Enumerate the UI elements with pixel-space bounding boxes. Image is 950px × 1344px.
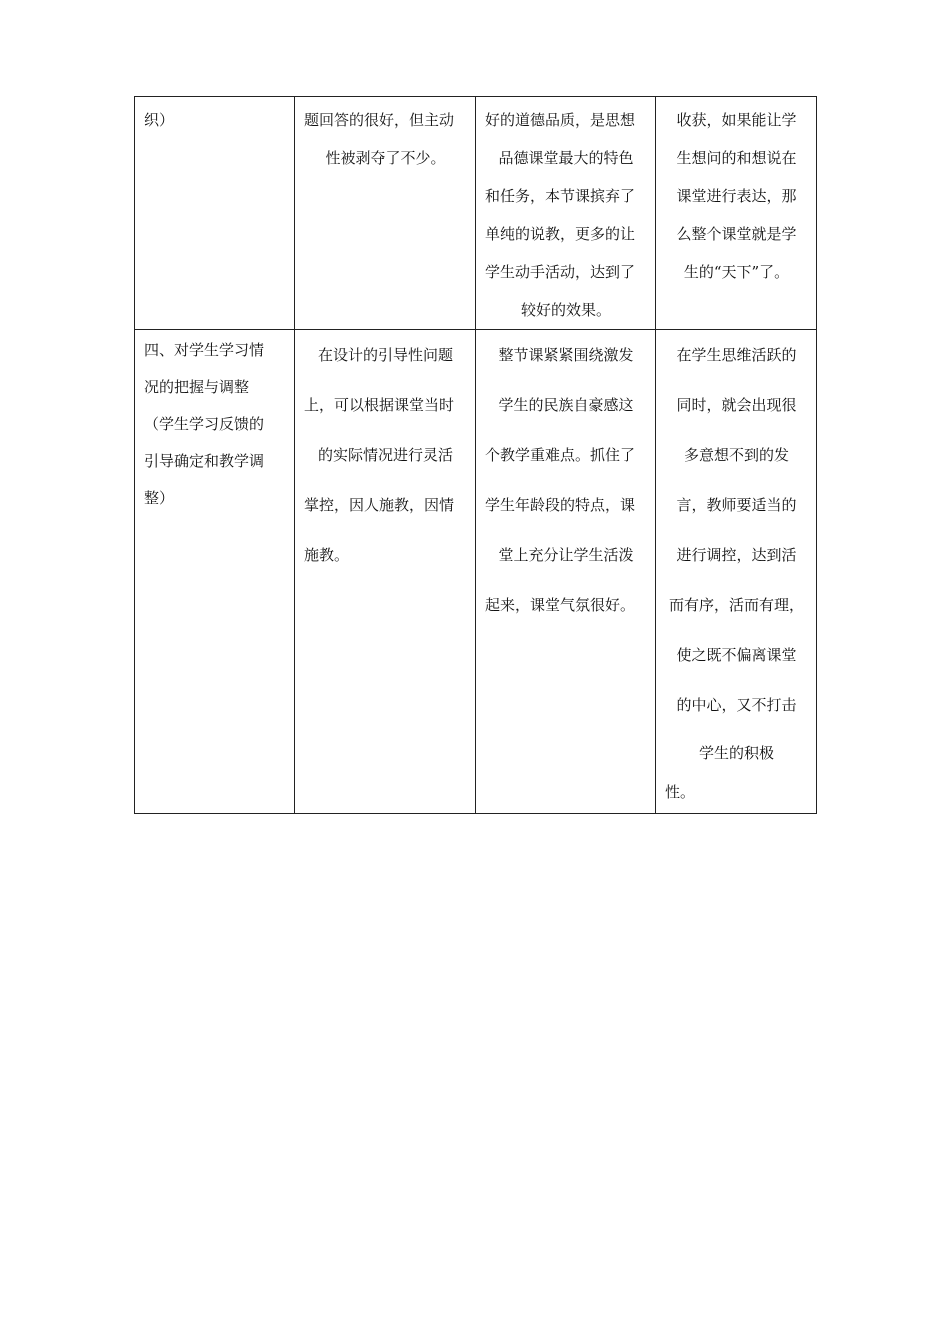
- cell-line: 和任务，本节课摈弃了: [485, 187, 636, 205]
- table-row: [135, 97, 817, 330]
- cell-line: 使之既不偏离课堂: [676, 646, 797, 664]
- cell-line: 学生动手活动，达到了: [485, 263, 636, 281]
- cell-line: 况的把握与调整: [144, 378, 250, 396]
- cell-line: （学生学习反馈的: [144, 415, 265, 433]
- cell-line: 而有序，活而有理，: [668, 596, 804, 614]
- cell-line: 在学生思维活跃的: [676, 346, 797, 364]
- cell-line: 的中心，又不打击: [676, 696, 797, 714]
- table-cell: [656, 97, 817, 330]
- cell-line: 生想问的和想说在: [676, 149, 797, 167]
- cell-line: 堂上充分让学生活泼: [498, 546, 634, 564]
- cell-line: 掌控，因人施教，因情: [304, 496, 455, 514]
- evaluation-table: [134, 96, 817, 814]
- cell-line: 单纯的说教，更多的让: [485, 225, 636, 243]
- cell-line: 个教学重难点。抓住了: [485, 446, 636, 464]
- table-cell: [135, 97, 295, 330]
- table-cell: [656, 330, 817, 814]
- cell-line: 言，教师要适当的: [676, 496, 797, 514]
- cell-line: 收获，如果能让学: [676, 111, 797, 129]
- cell-line: 好的道德品质，是思想: [485, 111, 636, 129]
- cell-line: 的实际情况进行灵活: [317, 446, 453, 464]
- cell-line: 在设计的引导性问题: [317, 346, 453, 364]
- cell-line: 进行调控，达到活: [676, 546, 797, 564]
- cell-line: 生的“天下”了。: [683, 263, 790, 281]
- cell-line: 课堂进行表达，那: [676, 187, 797, 205]
- cell-line: 同时，就会出现很: [676, 396, 797, 414]
- table-cell: [135, 330, 295, 814]
- cell-line: 多意想不到的发: [683, 446, 789, 464]
- cell-line: 整）: [144, 489, 175, 507]
- table-cell: [295, 97, 476, 330]
- cell-line: 品德课堂最大的特色: [498, 149, 634, 167]
- cell-line: 织）: [144, 111, 175, 129]
- cell-line: 性。: [665, 783, 696, 801]
- cell-line: 题回答的很好，但主动: [304, 111, 455, 129]
- cell-line: 性被剥夺了不少。: [325, 149, 446, 167]
- cell-line: 学生年龄段的特点，课: [485, 496, 636, 514]
- cell-line: 四、对学生学习情: [144, 341, 265, 359]
- cell-line: 起来，课堂气氛很好。: [485, 596, 636, 614]
- cell-line: 引导确定和教学调: [144, 452, 265, 470]
- cell-line: 上，可以根据课堂当时: [304, 396, 455, 414]
- table-row: [135, 330, 817, 814]
- table-cell: [476, 97, 656, 330]
- table-cell: [476, 330, 656, 814]
- cell-line: 较好的效果。: [520, 301, 611, 319]
- cell-line: 整节课紧紧围绕激发: [498, 346, 634, 364]
- cell-line: 么整个课堂就是学: [676, 225, 797, 243]
- table-cell: [295, 330, 476, 814]
- cell-line: 学生的积极: [698, 744, 774, 762]
- cell-line: 学生的民族自豪感这: [498, 396, 634, 414]
- cell-line: 施教。: [304, 546, 350, 564]
